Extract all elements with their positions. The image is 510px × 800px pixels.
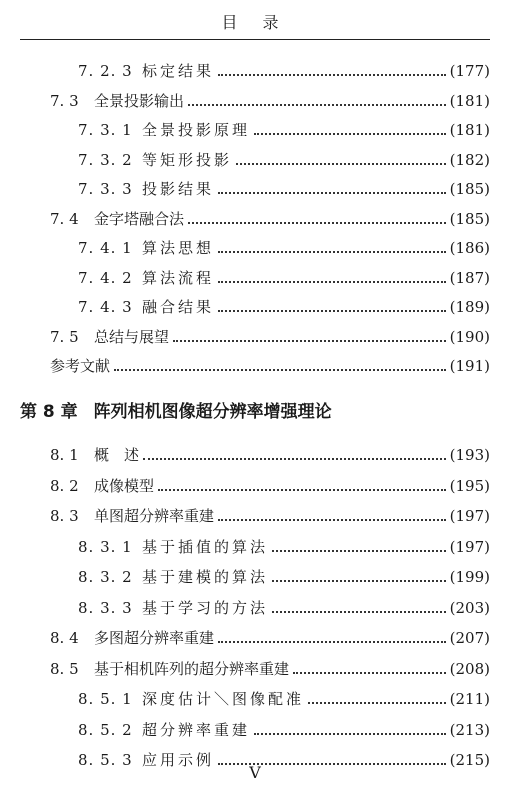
toc-entry[interactable] <box>78 719 490 741</box>
toc-entry-page: (203) <box>449 598 490 617</box>
toc-entry-title: 算法思想 <box>142 239 215 257</box>
toc-entry-page: (211) <box>449 690 490 708</box>
dot-leader <box>143 458 446 460</box>
toc-entry-title: 基于插值的算法 <box>142 537 269 556</box>
toc-entry[interactable] <box>78 267 490 289</box>
toc-entry-number: 7. 4. 2 <box>78 268 133 287</box>
toc-entry[interactable] <box>78 688 490 710</box>
toc-entry-number: 8. 3 <box>50 507 79 525</box>
toc-entry-number: 7. 3. 3 <box>78 180 133 198</box>
toc-entry-title: 总结与展望 <box>94 327 170 346</box>
header-rule <box>20 39 490 40</box>
toc-entry-number: 8. 2 <box>50 476 79 495</box>
dot-leader <box>114 369 446 371</box>
toc-entry-page: (190) <box>449 327 490 346</box>
toc-entry-page: (177) <box>449 62 490 80</box>
toc-entry-title: 参考文献 <box>50 357 111 375</box>
running-header: 目 录 <box>221 13 289 32</box>
toc-entry-number: 7. 5 <box>50 327 79 346</box>
toc-entry[interactable] <box>50 208 490 230</box>
toc-entry[interactable] <box>78 566 490 588</box>
toc-entry[interactable] <box>50 475 490 497</box>
toc-entry-page: (207) <box>449 629 490 647</box>
toc-entry-page: (185) <box>449 180 490 198</box>
chapter-title: 阵列相机图像超分辨率增强理论 <box>93 402 332 422</box>
toc-entry-number: 7. 3. 2 <box>78 150 133 169</box>
toc-entry-number: 7. 3. 1 <box>78 121 133 139</box>
toc-entry-title: 算法流程 <box>142 268 215 287</box>
toc-entry-page: (199) <box>449 568 490 586</box>
chapter-heading <box>20 400 332 424</box>
toc-entry-title: 等矩形投影 <box>142 150 233 169</box>
toc-entry-title: 标定结果 <box>142 62 215 80</box>
dot-leader <box>236 163 446 165</box>
toc-entry-title: 超分辨率重建 <box>142 720 251 739</box>
toc-entry-page: (181) <box>449 91 490 110</box>
toc-entry-title: 全景投影输出 <box>94 91 185 110</box>
toc-entry[interactable] <box>50 355 490 377</box>
dot-leader <box>158 489 446 491</box>
toc-entry[interactable] <box>78 149 490 171</box>
dot-leader <box>188 104 446 106</box>
toc-entry-number: 7. 2. 3 <box>78 62 133 80</box>
dot-leader <box>218 251 446 253</box>
toc-entry-number: 8. 3. 2 <box>78 568 133 586</box>
toc-entry[interactable] <box>50 658 490 680</box>
toc-entry-page: (189) <box>449 298 490 316</box>
toc-entry-number: 7. 4. 1 <box>78 239 133 257</box>
toc-entry[interactable] <box>50 627 490 649</box>
dot-leader <box>218 519 446 521</box>
toc-entry-title: 单图超分辨率重建 <box>94 507 215 525</box>
dot-leader <box>218 641 446 643</box>
toc-entry-page: (213) <box>449 720 490 739</box>
toc-entry-page: (181) <box>449 121 490 139</box>
toc-entry-title: 多图超分辨率重建 <box>94 629 215 647</box>
chapter-label: 第 8 章 <box>20 402 78 422</box>
dot-leader <box>218 281 446 283</box>
toc-entry[interactable] <box>50 505 490 527</box>
toc-entry-number: 8. 5. 1 <box>78 690 133 708</box>
toc-entry-title: 成像模型 <box>94 476 155 495</box>
dot-leader <box>218 310 446 312</box>
toc-entry[interactable] <box>50 90 490 112</box>
toc-entry-title: 深度估计＼图像配准 <box>142 690 305 708</box>
toc-entry-number: 8. 5. 3 <box>78 751 133 769</box>
toc-entry-number: 8. 5 <box>50 659 79 678</box>
toc-entry-number: 8. 5. 2 <box>78 720 133 739</box>
toc-entry-title: 融合结果 <box>142 298 215 316</box>
toc-entry-title: 基于学习的方法 <box>142 598 269 617</box>
toc-entry-page: (208) <box>449 659 490 678</box>
toc-entry-page: (195) <box>449 476 490 495</box>
dot-leader <box>254 133 446 135</box>
dot-leader <box>308 702 446 704</box>
toc-entry-page: (185) <box>449 209 490 228</box>
toc-entry-title: 投影结果 <box>142 180 215 198</box>
toc-entry[interactable] <box>50 326 490 348</box>
toc-entry-page: (193) <box>449 446 490 464</box>
toc-entry[interactable] <box>78 296 490 318</box>
toc-entry-page: (186) <box>449 239 490 257</box>
toc-entry-title: 全景投影原理 <box>142 121 251 139</box>
toc-entry-number: 8. 3. 1 <box>78 537 133 556</box>
toc-entry-number: 7. 4 <box>50 209 79 228</box>
toc-entry[interactable] <box>50 444 490 466</box>
dot-leader <box>293 672 446 674</box>
dot-leader <box>254 733 446 735</box>
dot-leader <box>272 580 446 582</box>
page-number: V <box>249 763 261 782</box>
toc-entry-number: 7. 4. 3 <box>78 298 133 316</box>
toc-entry-page: (182) <box>449 150 490 169</box>
toc-entry[interactable] <box>78 60 490 82</box>
toc-entry-page: (191) <box>449 357 490 375</box>
toc-entry-title: 基于建模的算法 <box>142 568 269 586</box>
toc-entry-title: 基于相机阵列的超分辨率重建 <box>94 659 290 678</box>
toc-entry-number: 8. 1 <box>50 446 79 464</box>
dot-leader <box>272 611 446 613</box>
toc-entry-page: (197) <box>449 507 490 525</box>
dot-leader <box>173 340 446 342</box>
toc-entry[interactable] <box>78 597 490 619</box>
toc-entry-number: 8. 4 <box>50 629 79 647</box>
toc-entry-title: 金字塔融合法 <box>94 209 185 228</box>
toc-entry-title: 概 述 <box>94 446 140 464</box>
toc-entry-number: 8. 3. 3 <box>78 598 133 617</box>
toc-entry[interactable] <box>78 536 490 558</box>
dot-leader <box>272 550 446 552</box>
toc-entry-page: (187) <box>449 268 490 287</box>
toc-entry[interactable] <box>78 237 490 259</box>
dot-leader <box>218 192 446 194</box>
dot-leader <box>188 222 446 224</box>
toc-entry-title: 应用示例 <box>142 751 215 769</box>
toc-entry-page: (197) <box>449 537 490 556</box>
dot-leader <box>218 74 446 76</box>
toc-entry[interactable] <box>78 178 490 200</box>
toc-entry-number: 7. 3 <box>50 91 79 110</box>
toc-entry[interactable] <box>78 119 490 141</box>
toc-entry-page: (215) <box>449 751 490 769</box>
